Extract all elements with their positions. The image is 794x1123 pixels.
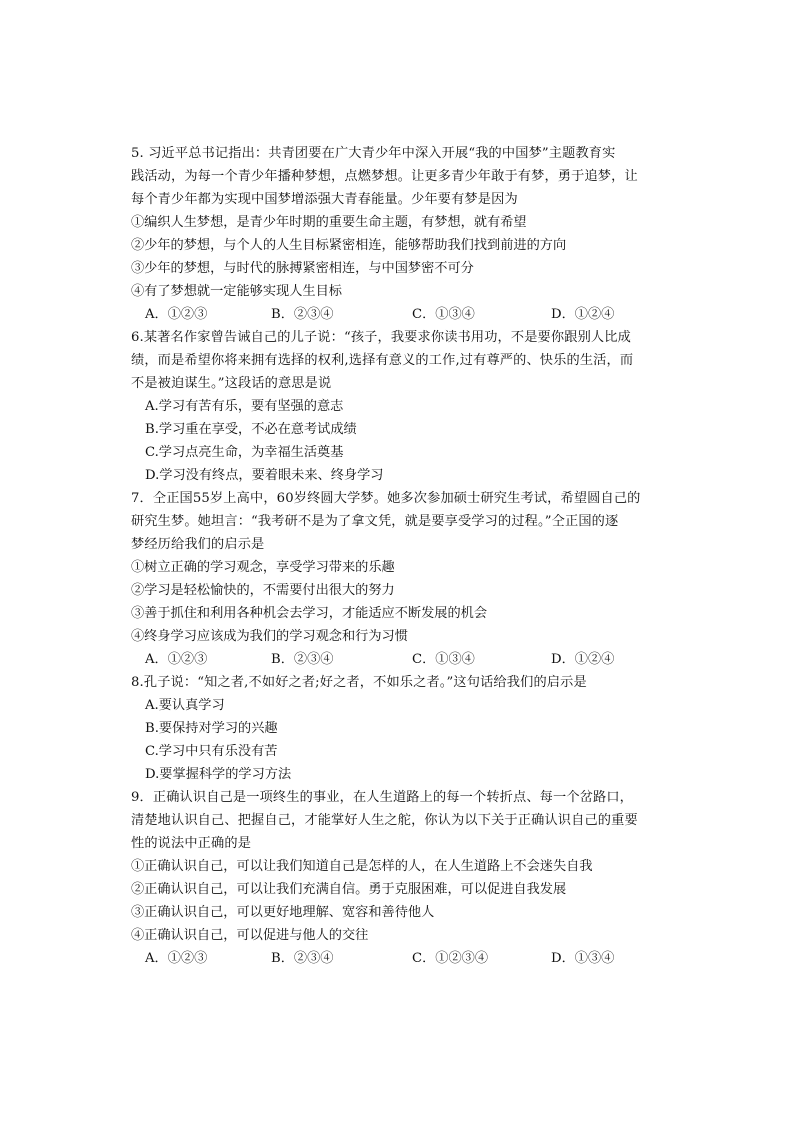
choice-a: A．①②③ bbox=[145, 652, 208, 667]
statement-item: ②学习是轻松愉快的，不需要付出很大的努力 bbox=[131, 583, 395, 598]
statement-item: ①正确认识自己，可以让我们知道自己是怎样的人，在人生道路上不会迷失自我 bbox=[131, 859, 593, 874]
question-stem-line: 践活动，为每一个青少年播种梦想，点燃梦想。让更多青少年敢于有梦，勇于追梦，让 bbox=[131, 169, 638, 184]
exam-page bbox=[131, 142, 671, 970]
question-8 bbox=[131, 671, 671, 786]
statement-item: ④有了梦想就一定能够实现人生目标 bbox=[131, 284, 342, 299]
statement-item: ②少年的梦想，与个人的人生目标紧密相连，能够帮助我们找到前进的方向 bbox=[131, 238, 567, 253]
question-stem-line: 梦经历给我们的启示是 bbox=[131, 537, 265, 552]
question-stem-line: 每个青少年都为实现中国梦增添强大青春能量。少年要有梦是因为 bbox=[131, 192, 518, 207]
statement-item: ③少年的梦想，与时代的脉搏紧密相连，与中国梦密不可分 bbox=[131, 261, 474, 276]
statement-item: ④正确认识自己，可以促进与他人的交往 bbox=[131, 928, 369, 943]
question-stem-line: 8.孔子说：“知之者,不如好之者;好之者，不如乐之者。”这句话给我们的启示是 bbox=[131, 675, 587, 690]
statement-item: ②正确认识自己，可以让我们充满自信。勇于克服困难，可以促进自我发展 bbox=[131, 882, 567, 897]
option-a: A.要认真学习 bbox=[145, 698, 225, 713]
option-a: A.学习有苦有乐，要有坚强的意志 bbox=[145, 399, 344, 414]
choice-d: D．①③④ bbox=[551, 951, 615, 966]
statement-item: ①编织人生梦想，是青少年时期的重要生命主题，有梦想，就有希望 bbox=[131, 215, 527, 230]
option-d: D.学习没有终点，要着眼未来、终身学习 bbox=[145, 468, 384, 483]
question-7 bbox=[131, 487, 671, 671]
question-stem-line: 7．仝正国55岁上高中，60岁终圆大学梦。她多次参加硕士研究生考试，希望圆自己的 bbox=[131, 491, 641, 506]
choice-b: B．②③④ bbox=[271, 307, 334, 322]
choice-c: C．①②③④ bbox=[412, 951, 489, 966]
choice-d: D．①②④ bbox=[551, 307, 615, 322]
question-stem-line: 9．正确认识自己是一项终生的事业，在人生道路上的每一个转折点、每一个岔路口， bbox=[131, 790, 634, 805]
statement-item: ③善于抓住和利用各种机会去学习，才能适应不断发展的机会 bbox=[131, 606, 488, 621]
option-c: C.学习中只有乐没有苦 bbox=[145, 744, 278, 759]
question-6 bbox=[131, 326, 671, 487]
choice-a: A．①②③ bbox=[145, 951, 208, 966]
question-5 bbox=[131, 142, 671, 326]
question-stem-line: 性的说法中正确的是 bbox=[131, 836, 252, 851]
choice-a: A．①②③ bbox=[145, 307, 208, 322]
answer-choices bbox=[131, 947, 671, 970]
option-c: C.学习点亮生命，为幸福生活奠基 bbox=[145, 445, 344, 460]
option-d: D.要掌握科学的学习方法 bbox=[145, 767, 292, 782]
statement-item: ①树立正确的学习观念，享受学习带来的乐趣 bbox=[131, 560, 395, 575]
choice-b: B．②③④ bbox=[271, 951, 334, 966]
choice-c: C．①③④ bbox=[412, 652, 475, 667]
statement-item: ③正确认识自己，可以更好地理解、宽容和善待他人 bbox=[131, 905, 435, 920]
question-stem-line: 6.某著名作家曾告诫自己的儿子说：“孩子，我要求你读书用功，不是要你跟别人比成 bbox=[131, 330, 631, 345]
choice-d: D．①②④ bbox=[551, 652, 615, 667]
option-b: B.学习重在享受，不必在意考试成绩 bbox=[145, 422, 357, 437]
choice-b: B．②③④ bbox=[271, 652, 334, 667]
question-stem-line: 绩，而是希望你将来拥有选择的权利,选择有意义的工作,过有尊严的、快乐的生活，而 bbox=[131, 353, 634, 368]
answer-choices bbox=[131, 303, 671, 326]
option-b: B.要保持对学习的兴趣 bbox=[145, 721, 278, 736]
question-stem-line: 5. 习近平总书记指出：共青团要在广大青少年中深入开展“我的中国梦”主题教育实 bbox=[131, 146, 616, 161]
question-stem-line: 清楚地认识自己、把握自己，才能掌好人生之舵，你认为以下关于正确认识自己的重要 bbox=[131, 813, 638, 828]
question-stem-line: 不是被迫谋生。”这段话的意思是说 bbox=[131, 376, 332, 391]
question-stem-line: 研究生梦。她坦言：“我考研不是为了拿文凭，就是要享受学习的过程。”仝正国的逐 bbox=[131, 514, 619, 529]
choice-c: C．①③④ bbox=[412, 307, 475, 322]
question-9 bbox=[131, 786, 671, 970]
statement-item: ④终身学习应该成为我们的学习观念和行为习惯 bbox=[131, 629, 408, 644]
answer-choices bbox=[131, 648, 671, 671]
